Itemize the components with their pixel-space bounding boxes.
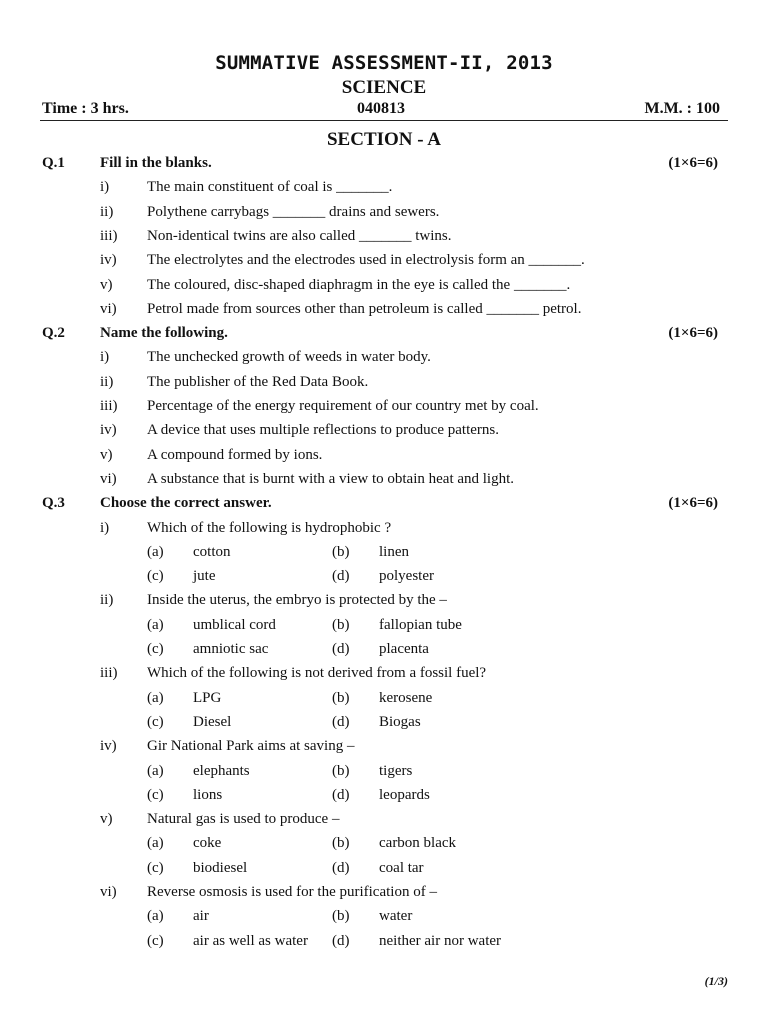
- item-text: Inside the uterus, the embryo is protected by the –: [147, 592, 447, 609]
- item-number: vi): [100, 470, 117, 487]
- option-text: air as well as water: [193, 932, 308, 949]
- question-marks: (1×6=6): [668, 155, 718, 171]
- option-text: kerosene: [379, 689, 433, 706]
- option-text: carbon black: [379, 835, 457, 852]
- option-label: (c): [147, 859, 164, 876]
- option-text: coal tar: [379, 859, 424, 876]
- item-number: iii): [100, 398, 118, 414]
- option-label: (c): [147, 786, 164, 803]
- option-label: (a): [147, 543, 164, 560]
- item-number: i): [100, 179, 110, 196]
- item-text: The main constituent of coal is _______.: [147, 179, 393, 196]
- item-number: iv): [100, 252, 117, 269]
- option-text: Biogas: [379, 713, 421, 730]
- question-item: [0, 419, 768, 441]
- option-label: (c): [147, 713, 164, 730]
- option-text: polyester: [379, 568, 434, 585]
- item-text: The publisher of the Red Data Book.: [147, 373, 369, 390]
- section-title: SECTION - A: [326, 129, 442, 150]
- question-header: [0, 152, 768, 174]
- option-label: (a): [147, 616, 164, 633]
- option-text: jute: [193, 568, 216, 585]
- question-item: [0, 735, 768, 757]
- question-item: [0, 444, 768, 466]
- question-marks: (1×6=6): [668, 325, 718, 342]
- option-label: (d): [332, 859, 350, 876]
- item-text: The unchecked growth of weeds in water body.: [147, 349, 431, 366]
- question-item: [0, 201, 768, 223]
- item-text: Reverse osmosis is used for the purification of –: [147, 884, 437, 900]
- question-item: [0, 517, 768, 539]
- option-label: (c): [147, 568, 164, 585]
- item-number: iii): [100, 665, 118, 682]
- option-label: (c): [147, 932, 164, 949]
- page-number: (1/3): [704, 974, 728, 988]
- item-text: The coloured, disc-shaped diaphragm in the eye is called the _______.: [147, 276, 571, 293]
- item-text: A substance that is burnt with a view to obtain heat and light.: [147, 470, 515, 487]
- option-text: LPG: [193, 689, 222, 706]
- option-label: (b): [332, 689, 350, 706]
- question-item: [0, 298, 768, 320]
- question-item: [0, 395, 768, 417]
- question-number: Q.2: [42, 325, 65, 342]
- item-number: vi): [100, 300, 117, 317]
- option-row: [0, 784, 768, 806]
- question-marks: (1×6=6): [668, 495, 718, 512]
- question-item: [0, 371, 768, 393]
- item-number: v): [100, 446, 113, 463]
- option-text: water: [379, 908, 413, 925]
- option-row: [0, 760, 768, 782]
- option-label: (d): [332, 713, 350, 730]
- item-text: Natural gas is used to produce –: [147, 811, 340, 828]
- question-header: [0, 492, 768, 514]
- option-label: (d): [332, 568, 350, 585]
- item-number: ii): [100, 373, 114, 390]
- question-number: Q.3: [42, 495, 65, 512]
- option-label: (b): [332, 762, 350, 779]
- option-label: (d): [332, 641, 350, 657]
- item-number: iv): [100, 422, 117, 439]
- option-text: coke: [193, 835, 222, 852]
- option-row: [0, 857, 768, 879]
- option-text: lions: [193, 786, 223, 803]
- option-label: (c): [147, 641, 164, 657]
- option-label: (a): [147, 908, 164, 925]
- option-row: [0, 832, 768, 854]
- option-row: [0, 565, 768, 587]
- item-text: Petrol made from sources other than petroleum is called _______ petrol.: [147, 300, 582, 317]
- question-item: [0, 468, 768, 490]
- question-title: Name the following.: [100, 325, 228, 342]
- option-text: umblical cord: [193, 616, 276, 633]
- item-text: Gir National Park aims at saving –: [147, 738, 355, 755]
- item-number: i): [100, 349, 110, 366]
- option-row: [0, 614, 768, 636]
- exam-duration: Time : 3 hrs.: [42, 100, 129, 117]
- option-label: (a): [147, 762, 164, 779]
- item-number: i): [100, 519, 110, 536]
- option-row: [0, 541, 768, 563]
- exam-code: 040813: [357, 100, 405, 117]
- question-item: [0, 225, 768, 247]
- question-item: [0, 346, 768, 368]
- option-text: linen: [379, 543, 409, 560]
- option-row: [0, 687, 768, 709]
- question-item: [0, 274, 768, 296]
- item-text: Which of the following is hydrophobic ?: [147, 519, 392, 536]
- question-header: [0, 322, 768, 344]
- header-divider: [40, 120, 728, 121]
- item-text: The electrolytes and the electrodes used in electrolysis form an _______.: [147, 252, 585, 269]
- option-text: Diesel: [193, 713, 232, 730]
- option-text: leopards: [379, 786, 430, 803]
- option-text: placenta: [379, 641, 429, 657]
- item-number: ii): [100, 592, 114, 609]
- option-label: (b): [332, 616, 350, 633]
- question-item: [0, 176, 768, 198]
- option-text: fallopian tube: [379, 616, 462, 633]
- item-number: vi): [100, 884, 117, 900]
- item-text: A compound formed by ions.: [147, 446, 323, 463]
- question-title: Fill in the blanks.: [100, 155, 212, 171]
- item-text: Polythene carrybags _______ drains and sewers.: [147, 203, 440, 220]
- exam-title: SUMMATIVE ASSESSMENT-II, 2013: [215, 52, 553, 74]
- option-row: [0, 930, 768, 952]
- option-label: (b): [332, 543, 350, 560]
- option-text: neither air nor water: [379, 932, 502, 949]
- max-marks: M.M. : 100: [644, 100, 720, 117]
- question-item: [0, 808, 768, 830]
- item-number: ii): [100, 203, 114, 220]
- option-label: (b): [332, 908, 350, 925]
- option-text: biodiesel: [193, 859, 248, 876]
- option-text: air: [193, 908, 209, 925]
- item-text: Non-identical twins are also called _______ twins.: [147, 227, 452, 244]
- option-text: elephants: [193, 762, 250, 779]
- option-row: [0, 905, 768, 927]
- option-label: (a): [147, 689, 164, 706]
- item-text: Percentage of the energy requirement of our country met by coal.: [147, 398, 539, 414]
- item-text: A device that uses multiple reflections to produce patterns.: [147, 422, 499, 439]
- option-text: amniotic sac: [193, 641, 269, 657]
- option-row: [0, 638, 768, 660]
- item-number: v): [100, 276, 113, 293]
- question-item: [0, 881, 768, 903]
- item-number: iv): [100, 738, 117, 755]
- option-label: (d): [332, 786, 350, 803]
- question-number: Q.1: [42, 155, 65, 171]
- item-text: Which of the following is not derived from a fossil fuel?: [147, 665, 487, 682]
- exam-meta-row: [42, 100, 720, 120]
- subject-title: SCIENCE: [341, 77, 427, 98]
- item-number: v): [100, 811, 113, 828]
- option-text: cotton: [193, 543, 231, 560]
- option-row: [0, 711, 768, 733]
- question-title: Choose the correct answer.: [100, 495, 272, 512]
- item-number: iii): [100, 227, 118, 244]
- option-label: (d): [332, 932, 350, 949]
- option-text: tigers: [379, 762, 413, 779]
- question-item: [0, 249, 768, 271]
- option-label: (a): [147, 835, 164, 852]
- option-label: (b): [332, 835, 350, 852]
- question-item: [0, 589, 768, 611]
- question-item: [0, 662, 768, 684]
